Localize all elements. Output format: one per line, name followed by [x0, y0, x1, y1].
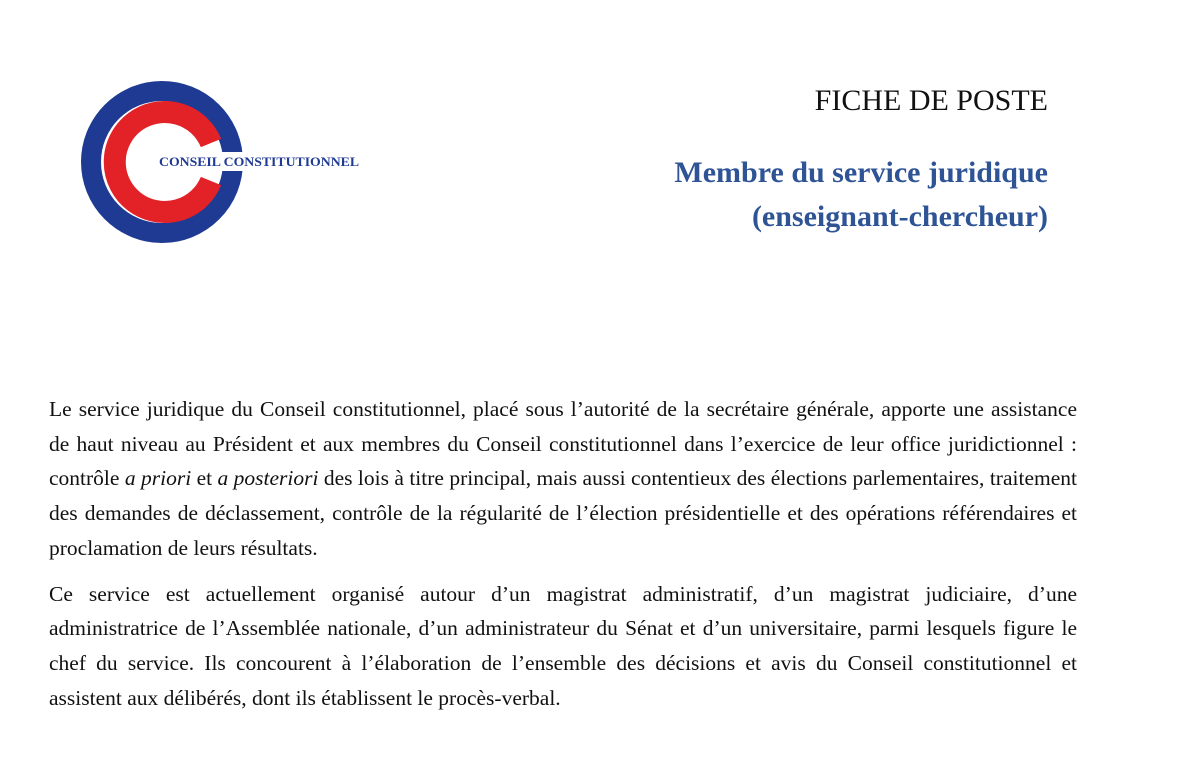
- document-body: [49, 392, 1077, 726]
- paragraph-1-part-1: Le service juridique du Conseil constitutionnel, placé sous l’autorité de la secrétaire générale, apporte une assistance de haut niveau au Président et aux membres du Conseil constitutionnel dans l’exercice de leur office juridictionnel : contrôle: [49, 397, 1077, 491]
- conseil-constitutionnel-logo: [80, 80, 370, 245]
- paragraph-service-description: [49, 392, 1077, 566]
- job-title-line-1: Membre du service juridique: [674, 156, 1048, 189]
- document-type: FICHE DE POSTE: [814, 84, 1048, 117]
- logo-emblem: [80, 80, 370, 245]
- paragraph-1-part-3: des lois à titre principal, mais aussi contentieux des élections parlementaires, traitement des demandes de déclassement, contrôle de la régularité de l’élection présidentielle et des opérations référendaires et proclamation de leurs résultats.: [49, 466, 1077, 560]
- job-title: [674, 151, 1048, 239]
- paragraph-1-part-2: et: [191, 466, 218, 491]
- job-title-line-2: (enseignant-chercheur): [751, 200, 1048, 233]
- paragraph-1-italic-a-priori: a priori: [124, 466, 192, 491]
- logo-wordmark: CONSEIL CONSTITUTIONNEL: [159, 155, 359, 169]
- paragraph-service-organisation: Ce service est actuellement organisé autour d’un magistrat administratif, d’un magistrat judiciaire, d’une administratrice de l’Assemblée nationale, d’un administrateur du Sénat et d’un universitaire, parmi lesquels figure le chef du service. Ils concourent à l’élaboration de l’ensemble des décisions et avis du Conseil constitutionnel et assistent aux délibérés, dont ils établissent le procès-verbal.: [49, 581, 1077, 710]
- paragraph-1-italic-a-posteriori: a posteriori: [217, 466, 319, 491]
